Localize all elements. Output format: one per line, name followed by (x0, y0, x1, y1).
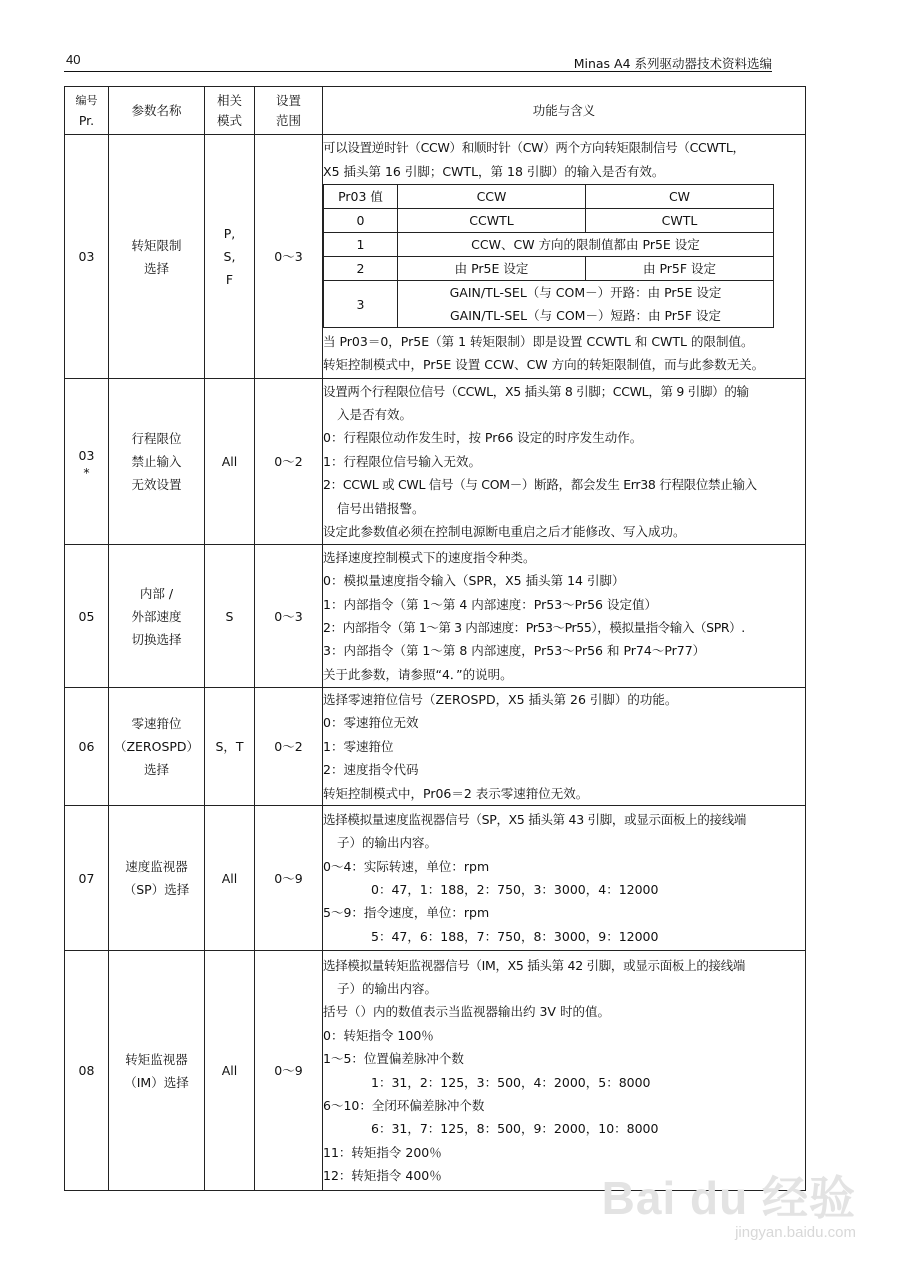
param-name: 零速箝位 （ZEROSPD） 选择 (109, 688, 205, 806)
param-function (323, 806, 806, 951)
function-line: 1～5：位置偏差脉冲个数 (323, 1051, 464, 1067)
function-line: 1：行程限位信号输入无效。 (323, 453, 481, 469)
pr03-value-table (323, 184, 774, 328)
function-line: 2：内部指令（第 1～第 3 内部速度：Pr53～Pr55），模拟量指令输入（SPR）. (323, 620, 745, 635)
function-line: 当 Pr03＝0，Pr5E（第 1 转矩限制）即是设置 CCWTL 和 CWTL 的限制值。 (323, 334, 754, 349)
param-no: 03 (65, 135, 109, 379)
param-range: 0～9 (255, 951, 323, 1191)
table-row (65, 545, 806, 688)
function-line: 子）的输出内容。 (337, 835, 438, 851)
param-no: 03 * (65, 379, 109, 545)
sub-cell: 由 Pr5F 设定 (586, 257, 774, 281)
param-range: 0～3 (255, 545, 323, 688)
param-no: 08 (65, 951, 109, 1191)
function-line: 5：47，6：188，7：750，8：3000，9：12000 (371, 928, 659, 944)
table-row (65, 688, 806, 806)
param-name: 行程限位 禁止输入 无效设置 (109, 379, 205, 545)
param-function (323, 951, 806, 1191)
sub-header-cell: CW (586, 185, 774, 209)
param-function (323, 545, 806, 688)
function-line: 括号（）内的数值表示当监视器输出约 3V 时的值。 (323, 1004, 610, 1020)
function-line: 2：速度指令代码 (323, 762, 419, 778)
function-line: 子）的输出内容。 (337, 980, 438, 996)
table-row (65, 379, 806, 545)
function-line: 0～4：实际转速，单位：rpm (323, 858, 490, 874)
param-mode: All (205, 806, 255, 951)
param-name: 转矩限制 选择 (109, 135, 205, 379)
param-function (323, 135, 806, 379)
baidu-jingyan-logo: Bai du 经验 (601, 1172, 856, 1224)
watermark (602, 1172, 856, 1241)
sub-cell: CCW、CW 方向的限制值都由 Pr5E 设定 (398, 233, 774, 257)
param-mode: P, S, F (205, 135, 255, 379)
function-line: 转矩控制模式中，Pr5E 设置 CCW、CW 方向的转矩限制值，而与此参数无关。 (323, 357, 765, 373)
sub-header-cell: Pr03 值 (324, 185, 398, 209)
sub-cell: 2 (324, 257, 398, 281)
function-line: 1：内部指令（第 1～第 4 内部速度：Pr53～Pr56 设定值） (323, 596, 657, 612)
function-line: 0：47，1：188，2：750，3：3000，4：12000 (371, 882, 659, 898)
function-line: 5～9：指令速度，单位：rpm (323, 905, 490, 921)
param-mode: All (205, 951, 255, 1191)
function-line: 0：转矩指令 100％ (323, 1027, 434, 1043)
function-line: 设定此参数值必须在控制电源断电重启之后才能修改、写入成功。 (323, 524, 686, 540)
function-line: 1：零速箝位 (323, 738, 394, 754)
header-function: 功能与含义 (323, 87, 806, 135)
function-line: 选择速度控制模式下的速度指令种类。 (323, 549, 536, 565)
param-mode: S (205, 545, 255, 688)
param-no: 06 (65, 688, 109, 806)
function-line: 选择模拟量速度监视器信号（SP，X5 插头第 43 引脚，或显示面板上的接线端 (323, 811, 747, 827)
function-line: 0：模拟量速度指令输入（SPR，X5 插头第 14 引脚） (323, 573, 625, 589)
function-line: 信号出错报警。 (337, 500, 425, 516)
sub-cell: 0 (324, 209, 398, 233)
function-line: 3：内部指令（第 1～第 8 内部速度，Pr53～Pr56 和 Pr74～Pr77） (323, 643, 706, 659)
header-rule (64, 71, 772, 72)
table-header-row (65, 87, 806, 135)
param-name: 速度监视器 （SP）选择 (109, 806, 205, 951)
header-mode: 相关 模式 (205, 87, 255, 135)
param-range: 0～9 (255, 806, 323, 951)
function-line: 入是否有效。 (337, 406, 413, 422)
param-no: 05 (65, 545, 109, 688)
sub-cell: CWTL (586, 209, 774, 233)
function-line: 12：转矩指令 400％ (323, 1168, 442, 1184)
sub-cell: 由 Pr5E 设定 (398, 257, 586, 281)
sub-cell: 1 (324, 233, 398, 257)
header-no: 编号 Pr. (65, 87, 109, 135)
param-range: 0～2 (255, 379, 323, 545)
function-line: 11：转矩指令 200％ (323, 1144, 442, 1160)
function-line: 6～10：全闭环偏差脉冲个数 (323, 1097, 485, 1113)
param-name: 内部 / 外部速度 切换选择 (109, 545, 205, 688)
param-mode: All (205, 379, 255, 545)
sub-cell: 3 (324, 281, 398, 328)
header-range: 设置 范围 (255, 87, 323, 135)
sub-cell: CCWTL (398, 209, 586, 233)
param-name: 转矩监视器 （IM）选择 (109, 951, 205, 1191)
parameter-table (64, 86, 806, 1191)
function-line: 关于此参数，请参照“4．”的说明。 (323, 666, 513, 682)
table-row (65, 135, 806, 379)
function-line: 设置两个行程限位信号（CCWL，X5 插头第 8 引脚；CCWL，第 9 引脚）的输 (323, 383, 749, 399)
table-row (65, 806, 806, 951)
running-title: Minas A4 系列驱动器技术资料选编 (573, 56, 772, 71)
sub-cell: GAIN/TL-SEL（与 COM－）开路：由 Pr5E 设定 GAIN/TL-SEL（与 COM－）短路：由 Pr5F 设定 (398, 281, 774, 328)
function-line: 转矩控制模式中，Pr06＝2 表示零速箝位无效。 (323, 785, 589, 801)
param-function (323, 688, 806, 806)
sub-header-cell: CCW (398, 185, 586, 209)
watermark-url: jingyan.baidu.com (735, 1224, 856, 1241)
param-range: 0～3 (255, 135, 323, 379)
function-line: 6：31，7：125，8：500，9：2000，10：8000 (371, 1121, 659, 1137)
param-no: 07 (65, 806, 109, 951)
param-range: 0～2 (255, 688, 323, 806)
table-row (65, 951, 806, 1191)
header-name: 参数名称 (109, 87, 205, 135)
param-mode: S，T (205, 688, 255, 806)
function-line: 1：31，2：125，3：500，4：2000，5：8000 (371, 1074, 651, 1090)
function-line: 2：CCWL 或 CWL 信号（与 COM－）断路，都会发生 Err38 行程限位禁止输入 (323, 477, 757, 493)
function-line: X5 插头第 16 引脚；CWTL，第 18 引脚）的输入是否有效。 (323, 163, 665, 179)
page-number: 40 (66, 52, 81, 67)
param-function (323, 379, 806, 545)
function-line: 0：行程限位动作发生时，按 Pr66 设定的时序发生动作。 (323, 430, 643, 446)
function-line: 选择模拟量转矩监视器信号（IM，X5 插头第 42 引脚，或显示面板上的接线端 (323, 957, 746, 973)
function-line: 0：零速箝位无效 (323, 715, 419, 731)
function-line: 选择零速箝位信号（ZEROSPD，X5 插头第 26 引脚）的功能。 (323, 692, 678, 707)
function-line: 可以设置逆时针（CCW）和顺时针（CW）两个方向转矩限制信号（CCWTL， (323, 140, 745, 156)
